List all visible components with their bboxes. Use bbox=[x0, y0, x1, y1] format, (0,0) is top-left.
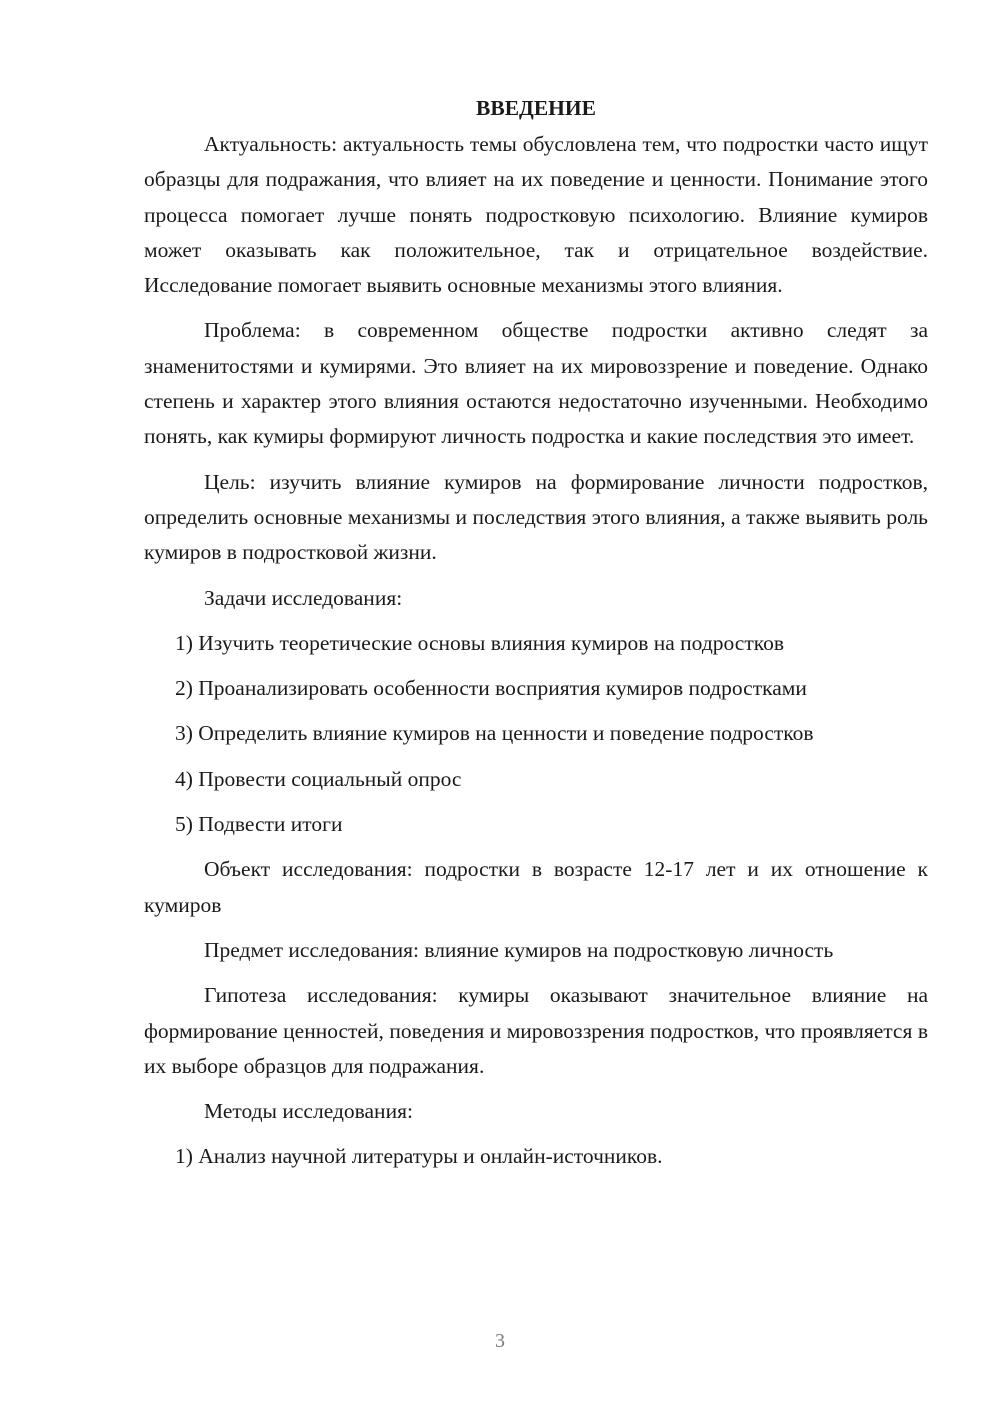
tasks-list bbox=[144, 626, 928, 842]
methods-list bbox=[144, 1139, 928, 1174]
page-number: 3 bbox=[495, 1330, 505, 1352]
hypothesis-paragraph: Гипотеза исследования: кумиры оказывают значительное влияние на формирование ценностей, поведения и мировоззрения подростков, что проявляется в их выборе образцов для подражания. bbox=[144, 983, 928, 1078]
subject-paragraph: Предмет исследования: влияние кумиров на подростковую личность bbox=[204, 937, 834, 962]
relevance-paragraph: Актуальность: актуальность темы обусловлена тем, что подростки часто ищут образцы для подражания, что влияет на их поведение и ценности. Понимание этого процесса помогает лучше понять подростковую психологию. Влияние кумиров может оказывать как положительное, так и отрицательное воздействие. Исследование помогает выявить основные механизмы этого влияния. bbox=[144, 132, 928, 298]
list-item: 2) Проанализировать особенности восприятия кумиров подростками bbox=[175, 676, 807, 701]
document-page bbox=[144, 92, 928, 1185]
methods-heading: Методы исследования: bbox=[204, 1099, 413, 1124]
problem-paragraph: Проблема: в современном обществе подростки активно следят за знаменитостями и кумирями. Это влияет на их мировоззрение и поведение. Однако степень и характер этого влияния остаются недостаточно изученными. Необходимо понять, как кумиры формируют личность подростка и какие последствия это имеет. bbox=[144, 318, 928, 449]
tasks-heading: Задачи исследования: bbox=[204, 585, 403, 610]
list-item: 3) Определить влияние кумиров на ценности и поведение подростков bbox=[175, 721, 814, 746]
goal-paragraph: Цель: изучить влияние кумиров на формирование личности подростков, определить основные механизмы и последствия этого влияния, а также выявить роль кумиров в подростковой жизни. bbox=[144, 469, 928, 565]
object-paragraph: Объект исследования: подростки в возрасте 12-17 лет и их отношение к кумиров bbox=[144, 857, 928, 917]
page-title: ВВЕДЕНИЕ bbox=[476, 96, 596, 120]
list-item: 5) Подвести итоги bbox=[175, 812, 343, 837]
list-item: 1) Изучить теоретические основы влияния кумиров на подростков bbox=[175, 630, 784, 655]
list-item: 4) Провести социальный опрос bbox=[175, 766, 462, 791]
list-item: 1) Анализ научной литературы и онлайн-источников. bbox=[175, 1144, 663, 1169]
